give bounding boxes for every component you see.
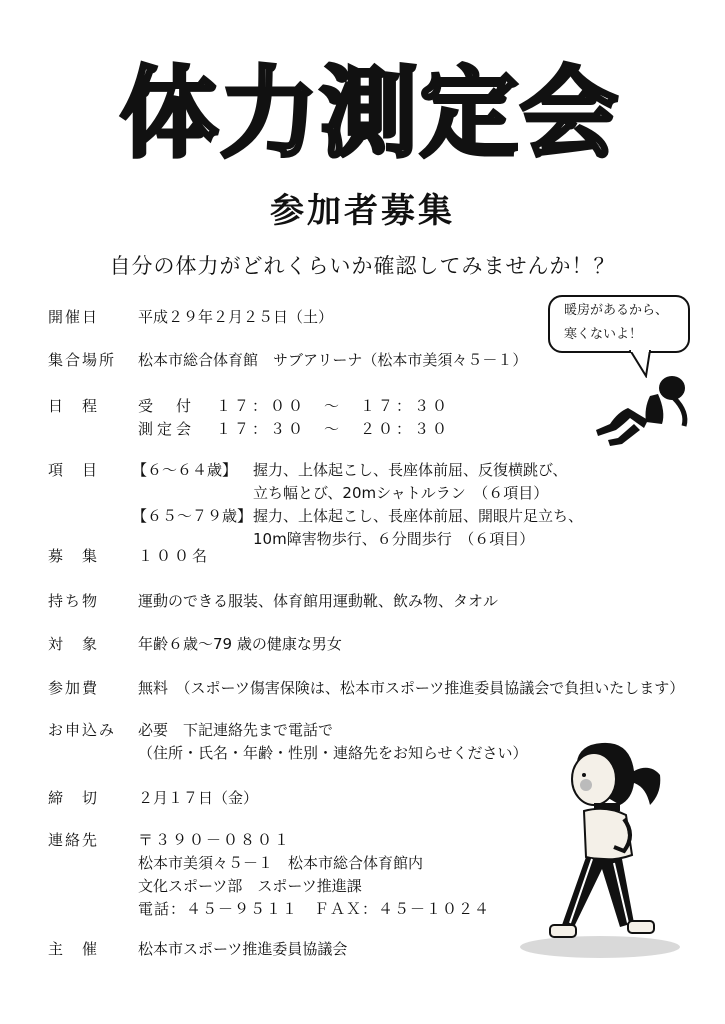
bubble-line-2: 寒くないよ！	[564, 327, 643, 342]
speech-bubble	[548, 295, 690, 353]
catchphrase: 自分の体力がどれくらいか確認してみませんか！？	[109, 254, 616, 278]
bubble-line-1: 暖房があるから、	[564, 303, 669, 318]
schedule-row	[138, 418, 450, 441]
contact-postal: 〒３９０－０８０１	[138, 831, 292, 849]
label-date: 開催日	[48, 308, 100, 326]
value-apply-line2: （住所・氏名・年齢・性別・連絡先をお知らせください）	[138, 744, 528, 762]
label-apply: お申込み	[48, 721, 117, 739]
label-bring: 持ち物	[48, 592, 100, 610]
schedule-name: 受 付	[138, 397, 196, 415]
contact-dept: 文化スポーツ部 スポーツ推進課	[138, 877, 362, 895]
page-title: 体力測定会	[119, 57, 620, 171]
row-schedule	[48, 395, 688, 445]
value-bring: 運動のできる服装、体育館用運動靴、飲み物、タオル	[138, 592, 499, 610]
schedule-name: 測定会	[138, 420, 196, 438]
row-items	[48, 459, 688, 549]
contact-phone: 電話：４５－９５１１ ＦＡＸ：４５－１０２４	[138, 900, 491, 918]
schedule-time: １７：００ ～ １７：３０	[216, 397, 451, 415]
value-capacity: １００名	[138, 547, 211, 565]
value-venue: 松本市総合体育館 サブアリーナ（松本市美須々５－１）	[138, 351, 528, 369]
label-capacity: 募 集	[48, 547, 100, 565]
items-group2-line1: 握力、上体起こし、長座体前屈、開眼片足立ち、	[253, 507, 584, 525]
items-group2-line2: 10m障害物歩行、６分間歩行 （６項目）	[253, 530, 535, 548]
value-apply-line1: 必要 下記連絡先まで電話で	[138, 721, 334, 739]
value-target: 年齢６歳～79 歳の健康な男女	[138, 635, 342, 653]
label-deadline: 締 切	[48, 789, 100, 807]
row-contact	[48, 829, 688, 924]
items-group2-age: 【６５～７９歳】	[132, 507, 253, 525]
schedule-list	[138, 395, 450, 441]
value-date: 平成２９年２月２５日（土）	[138, 308, 334, 326]
label-venue: 集合場所	[48, 351, 117, 369]
label-organizer: 主 催	[48, 940, 100, 958]
label-schedule: 日 程	[48, 397, 100, 415]
label-fee: 参加費	[48, 679, 100, 697]
label-target: 対 象	[48, 635, 100, 653]
value-deadline: ２月１７日（金）	[138, 789, 259, 807]
title-area	[0, 55, 725, 195]
value-fee: 無料 （スポーツ傷害保険は、松本市スポーツ推進委員協議会で負担いたします）	[138, 679, 685, 697]
items-group1-line1: 握力、上体起こし、長座体前屈、反復横跳び、	[253, 461, 568, 479]
schedule-time: １７：３０ ～ ２０：３０	[216, 420, 451, 438]
row-apply	[48, 719, 688, 769]
page-subtitle: 参加者募集	[270, 191, 455, 231]
value-organizer: 松本市スポーツ推進委員協議会	[138, 940, 348, 958]
label-contact: 連絡先	[48, 831, 100, 849]
items-group1-age: 【６～６４歳】	[132, 461, 238, 479]
schedule-row	[138, 395, 450, 418]
contact-address: 松本市美須々５－１ 松本市総合体育館内	[138, 854, 424, 872]
items-group1-line2: 立ち幅とび、20mシャトルラン （６項目）	[253, 484, 549, 502]
label-items: 項 目	[48, 461, 100, 479]
